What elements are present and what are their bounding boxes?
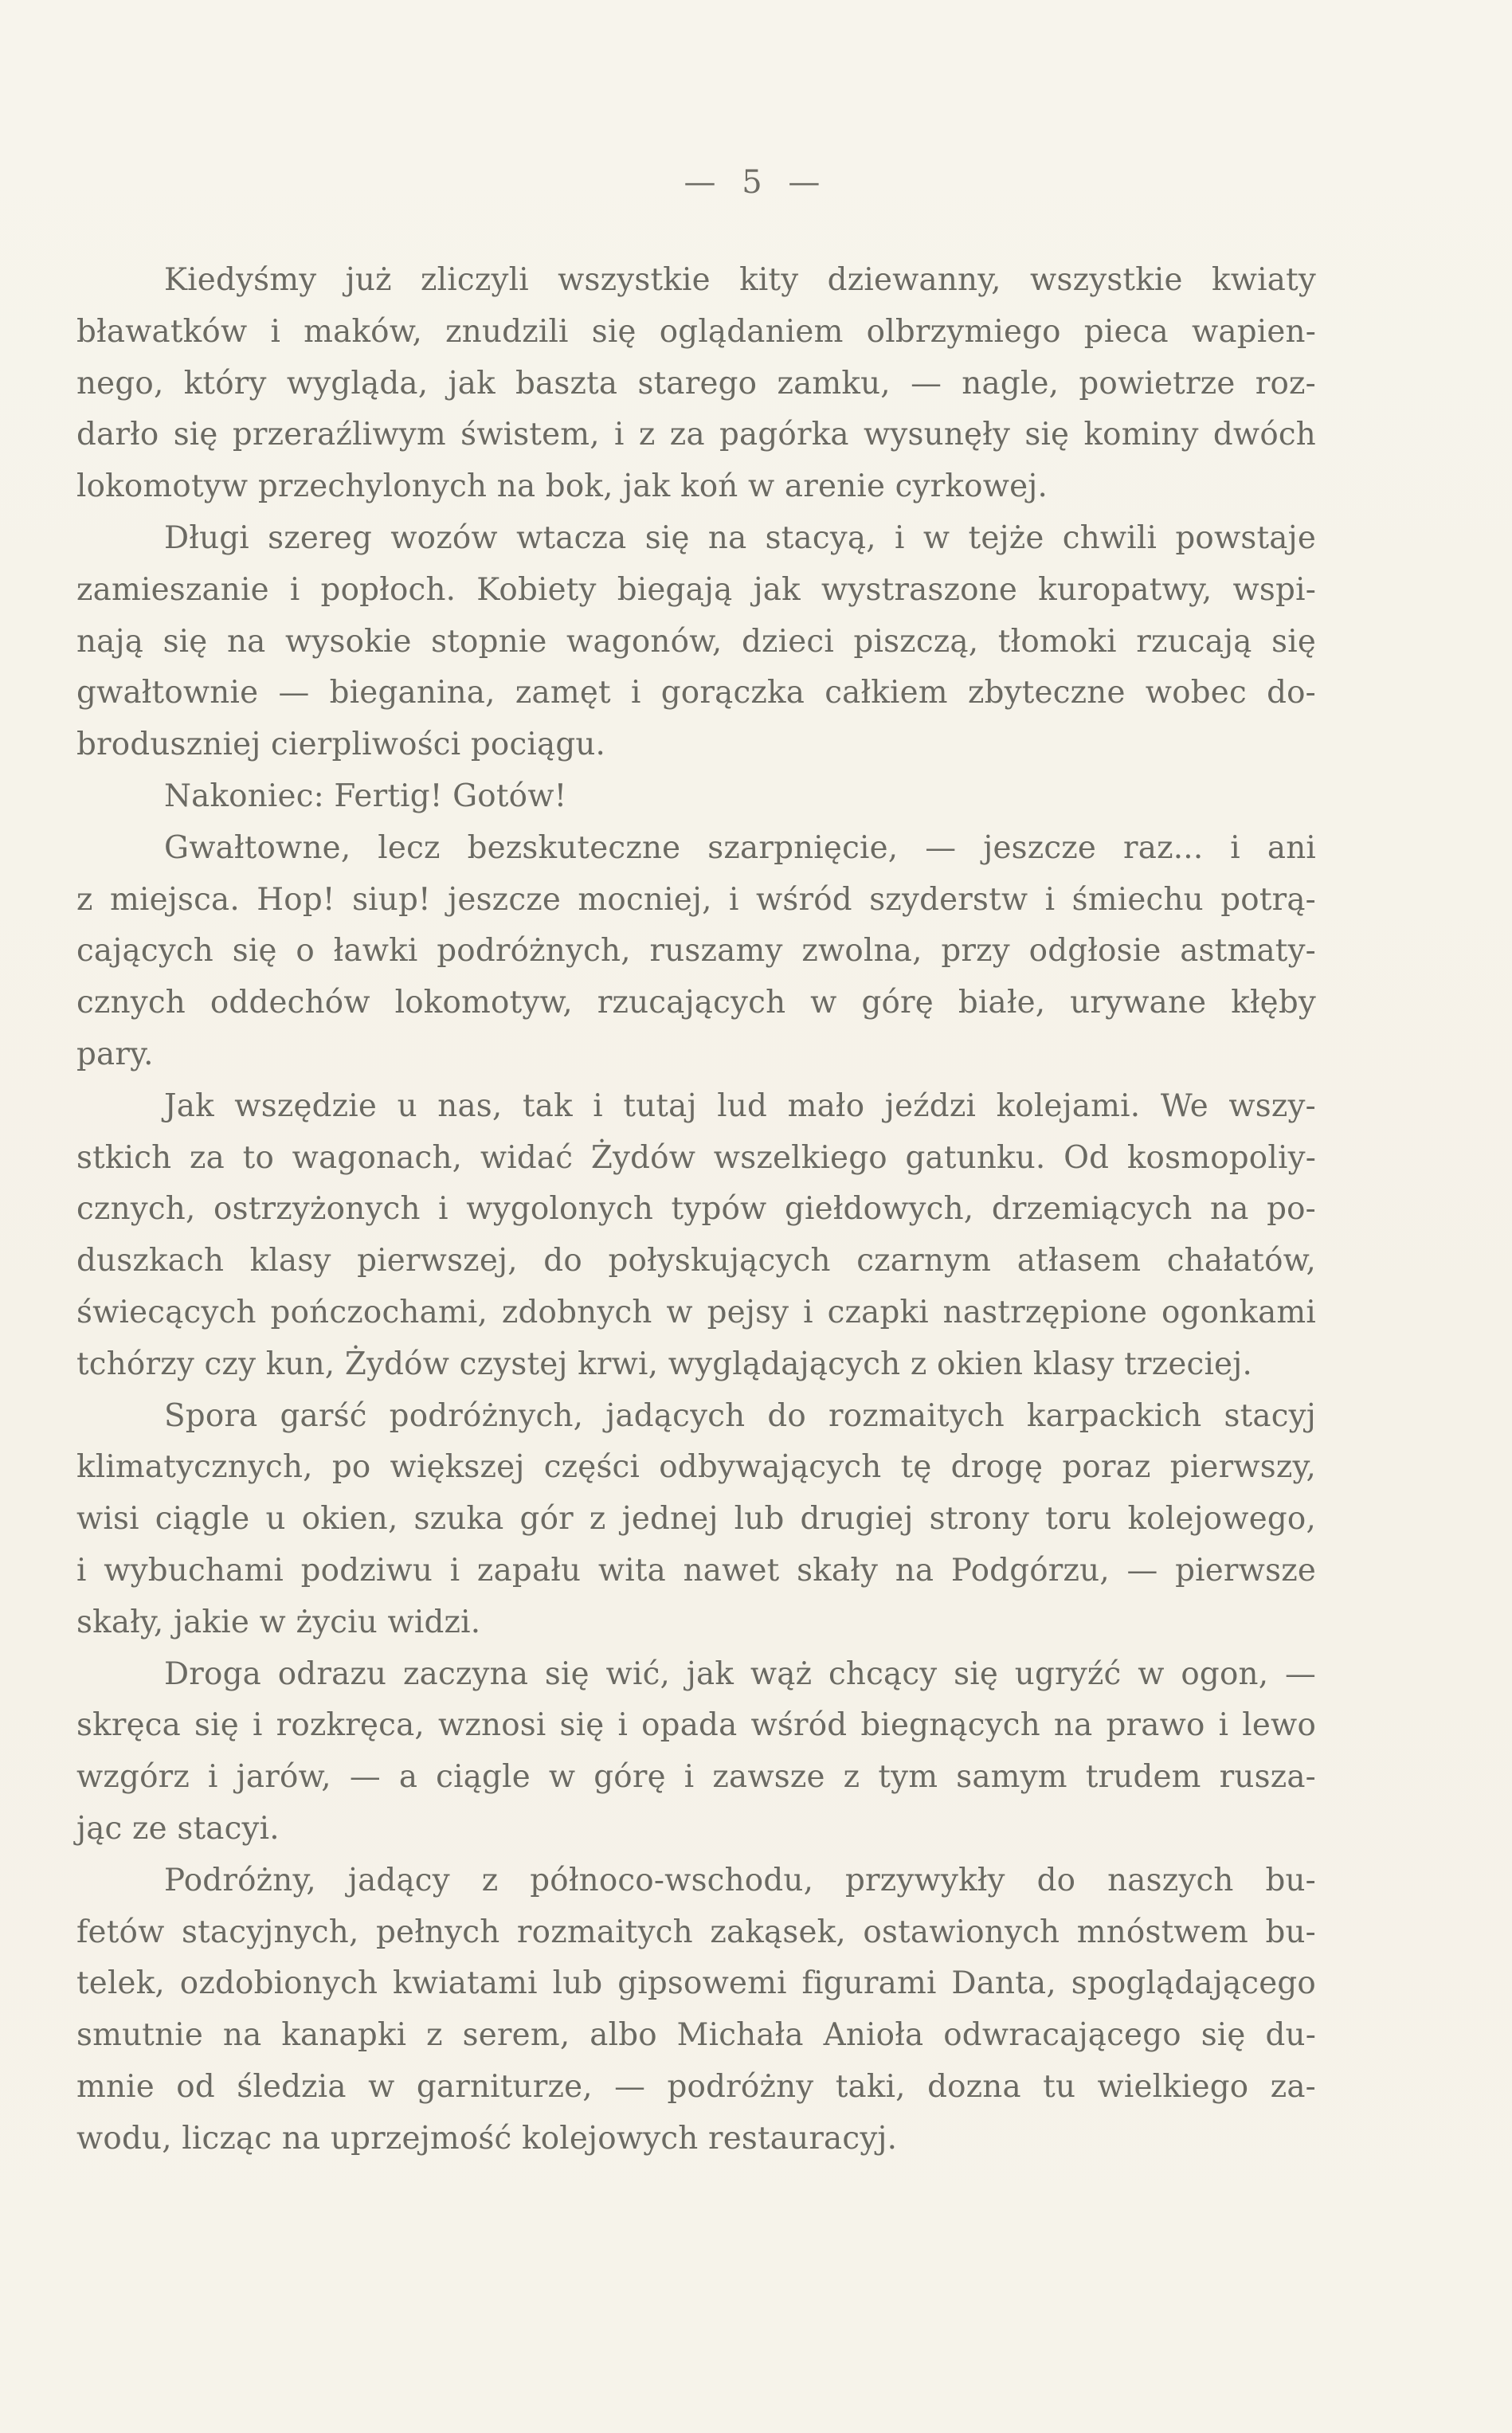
text-line: Podróżny, jadący z północo-wschodu, przywykły do naszych bu- <box>164 1862 1316 1898</box>
text-line: darło się przeraźliwym świstem, i z za pagórka wysunęły się kominy dwóch <box>76 417 1316 453</box>
text-line: skręca się i rozkręca, wznosi się i opada wśród biegnących na prawo i lewo <box>76 1707 1316 1744</box>
text-line: Długi szereg wozów wtacza się na stacyą, i w tejże chwili powstaje <box>164 519 1316 556</box>
text-line: z miejsca. Hop! siup! jeszcze mocniej, i wśród szyderstw i śmiechu potrą- <box>76 881 1316 918</box>
text-line: pary. <box>76 1036 154 1072</box>
text-line: broduszniej cierpliwości pociągu. <box>76 727 606 763</box>
text-line: świecących pończochami, zdobnych w pejsy i czapki nastrzępione ogonkami <box>76 1294 1316 1330</box>
text-line: jąc ze stacyi. <box>76 1810 280 1847</box>
text-line: wzgórz i jarów, — a ciągle w górę i zawsze z tym samym trudem rusza- <box>76 1759 1316 1796</box>
text-line: Kiedyśmy już zliczyli wszystkie kity dziewanny, wszystkie kwiaty <box>164 262 1316 298</box>
text-line: cających się o ławki podróżnych, ruszamy zwolna, przy odgłosie astmaty- <box>76 933 1316 970</box>
text-line: gwałtownie — bieganina, zamęt i gorączka całkiem zbyteczne wobec do- <box>76 675 1316 711</box>
text-line: zamieszanie i popłoch. Kobiety biegają jak wystraszone kuropatwy, wspi- <box>76 571 1316 608</box>
text-line: smutnie na kanapki z serem, albo Michała Anioła odwracającego się du- <box>76 2017 1316 2054</box>
text-line: fetów stacyjnych, pełnych rozmaitych zakąsek, ostawionych mnóstwem bu- <box>76 1914 1316 1950</box>
text-line: Droga odrazu zaczyna się wić, jak wąż chcący się ugryźć w ogon, — <box>164 1655 1316 1692</box>
text-line: Nakoniec: Fertig! Gotów! <box>164 778 567 814</box>
text-line: nego, który wygląda, jak baszta starego zamku, — nagle, powietrze roz- <box>76 365 1316 402</box>
text-line: i wybuchami podziwu i zapału wita nawet skały na Podgórzu, — pierwsze <box>76 1552 1316 1589</box>
text-line: cznych oddechów lokomotyw, rzucających w górę białe, urywane kłęby <box>76 985 1316 1021</box>
text-line: nają się na wysokie stopnie wagonów, dzieci piszczą, tłomoki rzucają się <box>76 623 1316 660</box>
text-line: wodu, licząc na uprzejmość kolejowych restauracyj. <box>76 2120 898 2157</box>
text-line: stkich za to wagonach, widać Żydów wszelkiego gatunku. Od kosmopoliy- <box>76 1139 1316 1176</box>
text-line: mnie od śledzia w garniturze, — podróżny taki, dozna tu wielkiego za- <box>76 2068 1316 2105</box>
page-number: — 5 — <box>684 164 828 201</box>
text-line: klimatycznych, po większej części odbywających tę drogę poraz pierwszy, <box>76 1449 1316 1486</box>
text-line: telek, ozdobionych kwiatami lub gipsowemi figurami Danta, spoglądającego <box>76 1965 1316 2002</box>
text-line: wisi ciągle u okien, szuka gór z jednej lub drugiej strony toru kolejowego, <box>76 1501 1316 1538</box>
text-line: tchórzy czy kun, Żydów czystej krwi, wyglądających z okien klasy trzeciej. <box>76 1346 1252 1382</box>
body-text <box>76 255 1316 2165</box>
text-line: skały, jakie w życiu widzi. <box>76 1604 481 1640</box>
text-line: Spora garść podróżnych, jadących do rozmaitych karpackich stacyj <box>164 1397 1316 1434</box>
text-line: Jak wszędzie u nas, tak i tutaj lud mało jeździ kolejami. We wszy- <box>164 1087 1316 1124</box>
text-line: cznych, ostrzyżonych i wygolonych typów giełdowych, drzemiących na po- <box>76 1191 1316 1228</box>
text-line: duszkach klasy pierwszej, do połyskujących czarnym atłasem chałatów, <box>76 1243 1316 1279</box>
text-line: bławatków i maków, znudzili się oglądaniem olbrzymiego pieca wapien- <box>76 313 1316 350</box>
text-line: lokomotyw przechylonych na bok, jak koń w arenie cyrkowej. <box>76 468 1048 505</box>
text-line: Gwałtowne, lecz bezskuteczne szarpnięcie, — jeszcze raz... i ani <box>164 829 1316 866</box>
